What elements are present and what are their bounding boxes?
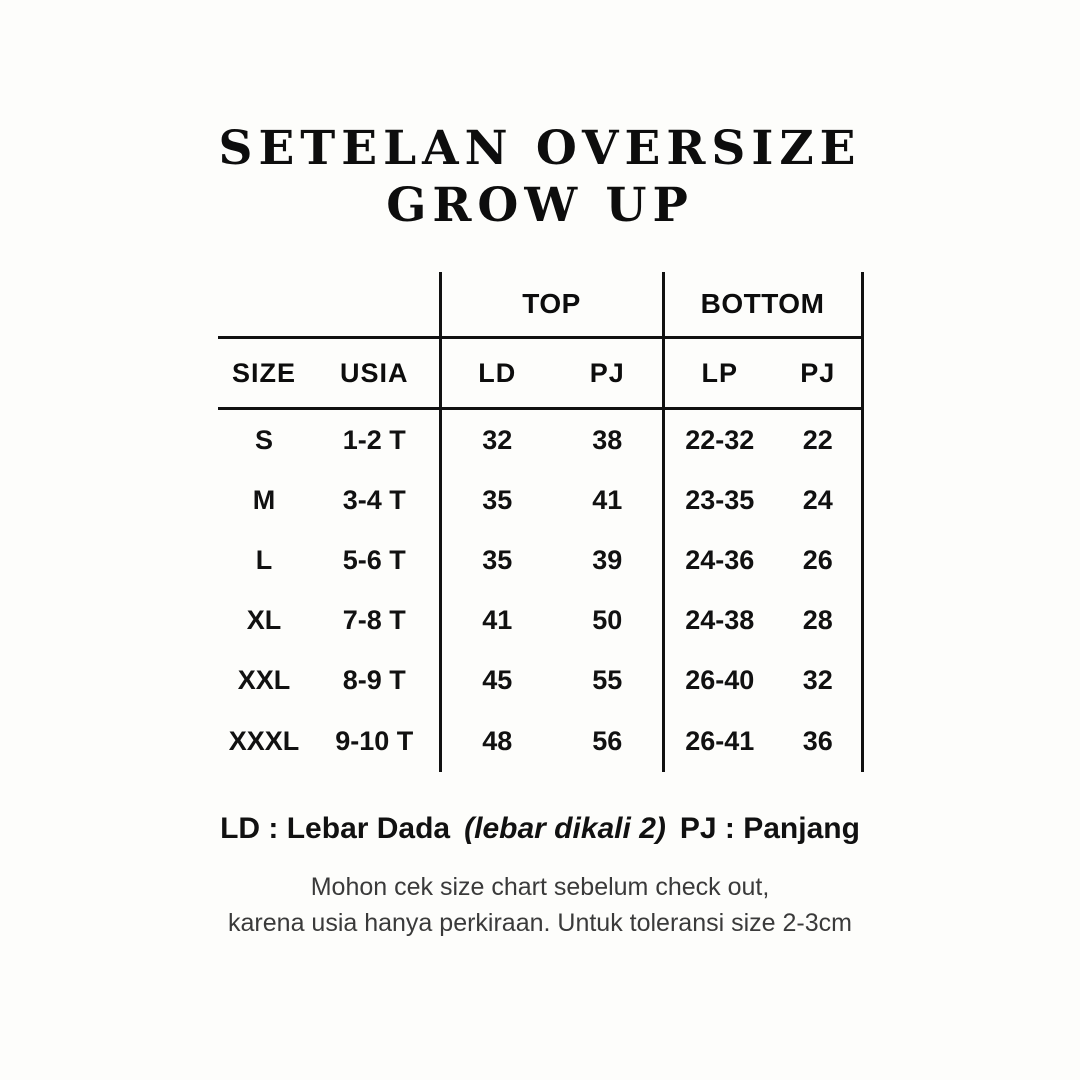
table-row: [218, 409, 862, 471]
size-chart-table: [218, 272, 864, 772]
column-header-ld: LD: [440, 338, 553, 409]
legend-ld-label: LD : Lebar Dada: [220, 812, 451, 845]
cell-top-ld: 35: [440, 470, 553, 530]
title-line-2: GROW UP: [386, 178, 694, 234]
table-group-header-row: [218, 272, 862, 338]
cell-top-ld: 32: [440, 409, 553, 471]
table-header-row: [218, 338, 862, 409]
legend-pj-label: PJ : Panjang: [679, 812, 860, 845]
cell-bottom-lp: 22-32: [685, 424, 755, 455]
cell-bottom-lp: 26-40: [685, 664, 755, 695]
table-row: [218, 530, 862, 590]
cell-size: XXXL: [228, 725, 300, 756]
cell-top-ld: 35: [440, 530, 553, 590]
legend: [0, 812, 1080, 846]
column-header-pj-top: PJ: [553, 338, 663, 409]
cell-bottom-pj: 28: [775, 590, 862, 650]
cell-size: XL: [246, 604, 282, 635]
cell-top-ld: 41: [440, 590, 553, 650]
cell-bottom-lp: 23-35: [685, 484, 755, 515]
cell-bottom-lp: 26-41: [685, 725, 755, 756]
column-header-pj-bottom: PJ: [775, 338, 862, 409]
cell-top-ld: 45: [440, 650, 553, 710]
title-line-1: SETELAN OVERSIZE: [218, 121, 862, 176]
column-header-size: SIZE: [218, 338, 310, 409]
cell-top-pj: 41: [553, 470, 663, 530]
cell-usia: 9-10 T: [335, 725, 414, 756]
cell-size: S: [254, 424, 273, 455]
note-line-1: Mohon cek size chart sebelum check out,: [310, 873, 770, 901]
table-row: [218, 710, 862, 772]
note-line-2: karena usia hanya perkiraan. Untuk toleransi size 2-3cm: [228, 908, 852, 937]
table-row: [218, 470, 862, 530]
column-header-lp: LP: [663, 338, 775, 409]
page-title: [0, 120, 1080, 235]
cell-bottom-lp: 24-38: [685, 604, 755, 635]
table-row: [218, 590, 862, 650]
cell-size: M: [252, 484, 276, 515]
cell-top-pj: 38: [553, 409, 663, 471]
column-header-usia: USIA: [310, 338, 440, 409]
cell-top-ld: 48: [440, 710, 553, 772]
cell-usia: 5-6 T: [342, 544, 406, 575]
cell-top-pj: 39: [553, 530, 663, 590]
group-header-top: TOP: [440, 272, 663, 338]
cell-top-pj: 56: [553, 710, 663, 772]
table-row: [218, 650, 862, 710]
cell-usia: 7-8 T: [342, 604, 406, 635]
size-chart-table-wrapper: [218, 272, 862, 772]
note: [0, 870, 1080, 941]
group-blank-1: [218, 272, 310, 338]
cell-bottom-pj: 26: [775, 530, 862, 590]
cell-size: L: [255, 544, 273, 575]
cell-bottom-lp: 24-36: [685, 544, 755, 575]
group-header-bottom: BOTTOM: [663, 272, 862, 338]
cell-size: XXL: [237, 664, 291, 695]
group-blank-2: [310, 272, 440, 338]
cell-usia: 1-2 T: [342, 424, 406, 455]
cell-bottom-pj: 22: [775, 409, 862, 471]
legend-ld-note: (lebar dikali 2): [464, 812, 666, 845]
cell-bottom-pj: 36: [775, 710, 862, 772]
cell-usia: 8-9 T: [342, 664, 406, 695]
cell-top-pj: 50: [553, 590, 663, 650]
cell-usia: 3-4 T: [342, 484, 406, 515]
cell-bottom-pj: 24: [775, 470, 862, 530]
cell-top-pj: 55: [553, 650, 663, 710]
cell-bottom-pj: 32: [775, 650, 862, 710]
